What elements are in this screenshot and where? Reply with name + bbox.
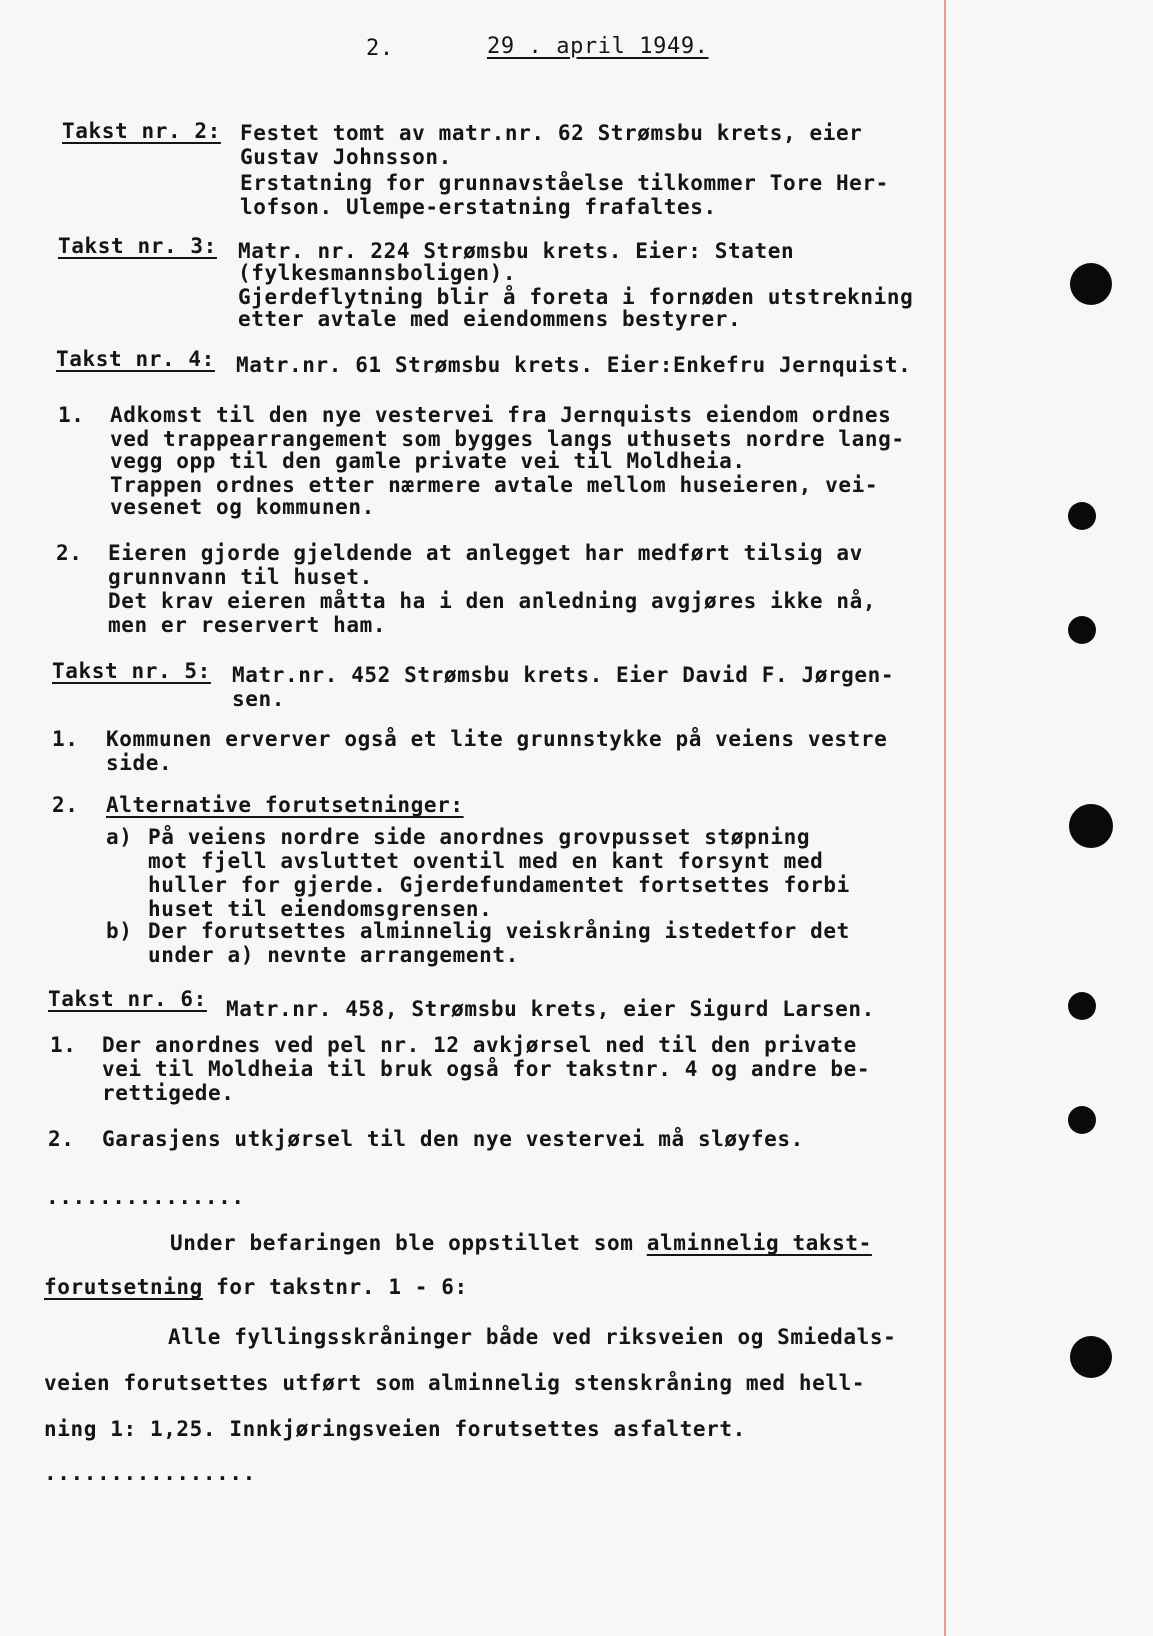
takst-5-line: Matr.nr. 452 Strømsbu krets. Eier David F. Jørgen-: [232, 663, 895, 687]
takst-4-line: Matr.nr. 61 Strømsbu krets. Eier:Enkefru Jernquist.: [236, 353, 912, 377]
punch-hole: [1068, 616, 1096, 644]
takst-6-label: Takst nr. 6:: [48, 987, 207, 1011]
sub-item-line: huller for gjerde. Gjerdefundamentet fortsettes forbi: [148, 873, 850, 897]
item-line: men er reservert ham.: [108, 613, 387, 637]
takst-4-label: Takst nr. 4:: [56, 347, 215, 371]
item-number: 1.: [58, 403, 85, 427]
document-date: 29 . april 1949.: [487, 34, 709, 59]
takst-3-line: etter avtale med eiendommens bestyrer.: [238, 307, 742, 331]
item-line: Der anordnes ved pel nr. 12 avkjørsel ned til den private: [102, 1033, 857, 1057]
takst-2-line: Gustav Johnsson.: [240, 145, 452, 169]
punch-hole: [1070, 1336, 1112, 1378]
item-number: 2.: [48, 1127, 75, 1151]
summary-paragraph-line: ning 1: 1,25. Innkjøringsveien forutsettes asfaltert.: [44, 1417, 746, 1441]
takst-3-line: (fylkesmannsboligen).: [238, 261, 517, 285]
summary-tail: for takstnr. 1 - 6:: [202, 1275, 468, 1299]
item-line: Kommunen erverver også et lite grunnstykke på veiens vestre: [106, 727, 888, 751]
sub-item-line: huset til eiendomsgrensen.: [148, 897, 493, 921]
takst-2-line: Festet tomt av matr.nr. 62 Strømsbu krets, eier: [240, 121, 863, 145]
dotted-separator: ................: [44, 1461, 256, 1485]
item-line: ved trappearrangement som bygges langs uthusets nordre lang-: [110, 427, 905, 451]
takst-2-line: Erstatning for grunnavståelse tilkommer Tore Her-: [240, 171, 889, 195]
sub-item-label: b): [106, 919, 133, 943]
takst-2-line: lofson. Ulempe-erstatning frafaltes.: [240, 195, 717, 219]
item-line: side.: [106, 751, 173, 775]
item-line: Eieren gjorde gjeldende at anlegget har medført tilsig av: [108, 541, 863, 565]
item-line: Det krav eieren måtta ha i den anledning avgjøres ikke nå,: [108, 589, 877, 613]
item-line: vesenet og kommunen.: [110, 495, 375, 519]
takst-5-label: Takst nr. 5:: [52, 659, 211, 683]
item-line: vegg opp til den gamle private vei til Moldheia.: [110, 449, 746, 473]
sub-item-line: Der forutsettes alminnelig veiskråning istedetfor det: [148, 919, 850, 943]
takst-3-line: Matr. nr. 224 Strømsbu krets. Eier: Staten: [238, 239, 795, 263]
item-number: 1.: [50, 1033, 77, 1057]
sub-item-line: På veiens nordre side anordnes grovpusset støpning: [148, 825, 811, 849]
summary-line: [44, 1276, 468, 1298]
takst-3-line: Gjerdeflytning blir å foreta i fornøden utstrekning: [238, 285, 914, 309]
punch-hole: [1068, 1106, 1096, 1134]
red-margin-line: [944, 0, 946, 1636]
alternatives-heading: Alternative forutsetninger:: [106, 793, 464, 817]
punch-hole: [1069, 804, 1113, 848]
item-number: 1.: [52, 727, 79, 751]
summary-lead: Under befaringen ble oppstillet som: [170, 1231, 647, 1255]
sub-item-line: under a) nevnte arrangement.: [148, 943, 519, 967]
item-line: Adkomst til den nye vestervei fra Jernquists eiendom ordnes: [110, 403, 892, 427]
sub-item-line: mot fjell avsluttet oventil med en kant forsynt med: [148, 849, 824, 873]
summary-paragraph-line: Alle fyllingsskråninger både ved riksveien og Smiedals-: [168, 1325, 897, 1349]
sub-item-label: a): [106, 825, 133, 849]
item-line: grunnvann til huset.: [108, 565, 373, 589]
punch-hole: [1070, 263, 1112, 305]
item-line: Garasjens utkjørsel til den nye vestervei må sløyfes.: [102, 1127, 804, 1151]
takst-3-label: Takst nr. 3:: [58, 234, 217, 258]
dotted-separator: ...............: [46, 1185, 245, 1209]
item-line: vei til Moldheia til bruk også for takstnr. 4 og andre be-: [102, 1057, 871, 1081]
punch-hole: [1068, 502, 1096, 530]
item-line: Trappen ordnes etter nærmere avtale mellom huseieren, vei-: [110, 473, 879, 497]
punch-hole: [1068, 992, 1096, 1020]
summary-line: [170, 1232, 872, 1254]
summary-underlined: alminnelig takst-: [646, 1231, 872, 1255]
item-number: 2.: [56, 541, 83, 565]
takst-5-line: sen.: [232, 687, 285, 711]
takst-6-line: Matr.nr. 458, Strømsbu krets, eier Sigurd Larsen.: [226, 997, 875, 1021]
takst-2-label: Takst nr. 2:: [62, 119, 221, 143]
summary-paragraph-line: veien forutsettes utført som alminnelig stenskråning med hell-: [44, 1371, 866, 1395]
item-number: 2.: [52, 793, 79, 817]
summary-underlined: forutsetning: [44, 1275, 203, 1299]
item-line: rettigede.: [102, 1081, 235, 1105]
page-number: 2.: [366, 36, 394, 61]
